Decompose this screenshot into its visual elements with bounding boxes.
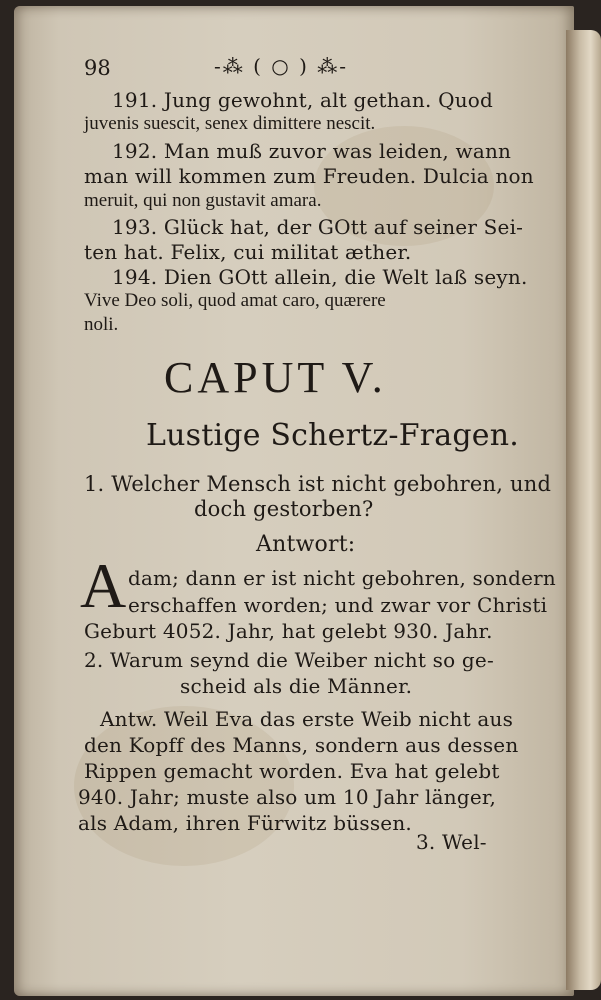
proverb-194-line2: Vive Deo soli, quod amat caro, quærere: [84, 290, 386, 311]
question-1-line2: doch gestorben?: [194, 497, 374, 521]
page-edge: [566, 30, 601, 990]
header-ornament: -⁂ ( ○ ) ⁂-: [214, 54, 349, 78]
answer-2-line1: Antw. Weil Eva das erste Weib nicht aus: [100, 707, 514, 731]
chapter-title: CAPUT V.: [164, 353, 387, 402]
answer-2-line5: als Adam, ihren Fürwitz büssen.: [78, 811, 412, 835]
proverb-194-line1: 194. Dien GOtt allein, die Welt laß seyn.: [112, 265, 528, 289]
answer-1-line2: erschaffen worden; und zwar vor Christi: [128, 593, 548, 617]
answer-2-line3: Rippen gemacht worden. Eva hat gelebt: [84, 759, 500, 783]
proverb-194-line3: noli.: [84, 314, 119, 335]
proverb-192-line3: meruit, qui non gustavit amara.: [84, 190, 322, 211]
question-1-line1: 1. Welcher Mensch ist nicht gebohren, und: [84, 472, 552, 496]
proverb-192-line1: 192. Man muß zuvor was leiden, wann: [112, 139, 512, 163]
proverb-192-line2: man will kommen zum Freuden. Dulcia non: [84, 164, 534, 188]
drop-cap: A: [80, 550, 127, 621]
answer-1-line3: Geburt 4052. Jahr, hat gelebt 930. Jahr.: [84, 619, 493, 643]
proverb-191-line1: 191. Jung gewohnt, alt gethan. Quod: [112, 88, 494, 112]
question-2-line1: 2. Warum seynd die Weiber nicht so ge-: [84, 648, 494, 672]
answer-2-line4: 940. Jahr; muste also um 10 Jahr länger,: [78, 785, 496, 809]
question-2-line2: scheid als die Männer.: [180, 674, 413, 698]
proverb-191-line2: juvenis suescit, senex dimittere nescit.: [84, 113, 376, 134]
answer-2-line2: den Kopff des Manns, sondern aus dessen: [84, 733, 519, 757]
catchword: 3. Wel-: [416, 830, 487, 854]
page-number: 98: [84, 56, 111, 80]
chapter-subtitle: Lustige Schertz-Fragen.: [146, 418, 520, 453]
proverb-193-line2: ten hat. Felix, cui militat æther.: [84, 240, 412, 264]
proverb-193-line1: 193. Glück hat, der GOtt auf seiner Sei-: [112, 215, 524, 239]
answer-heading: Antwort:: [256, 532, 356, 557]
answer-1-line1: dam; dann er ist nicht gebohren, sondern: [128, 567, 556, 590]
